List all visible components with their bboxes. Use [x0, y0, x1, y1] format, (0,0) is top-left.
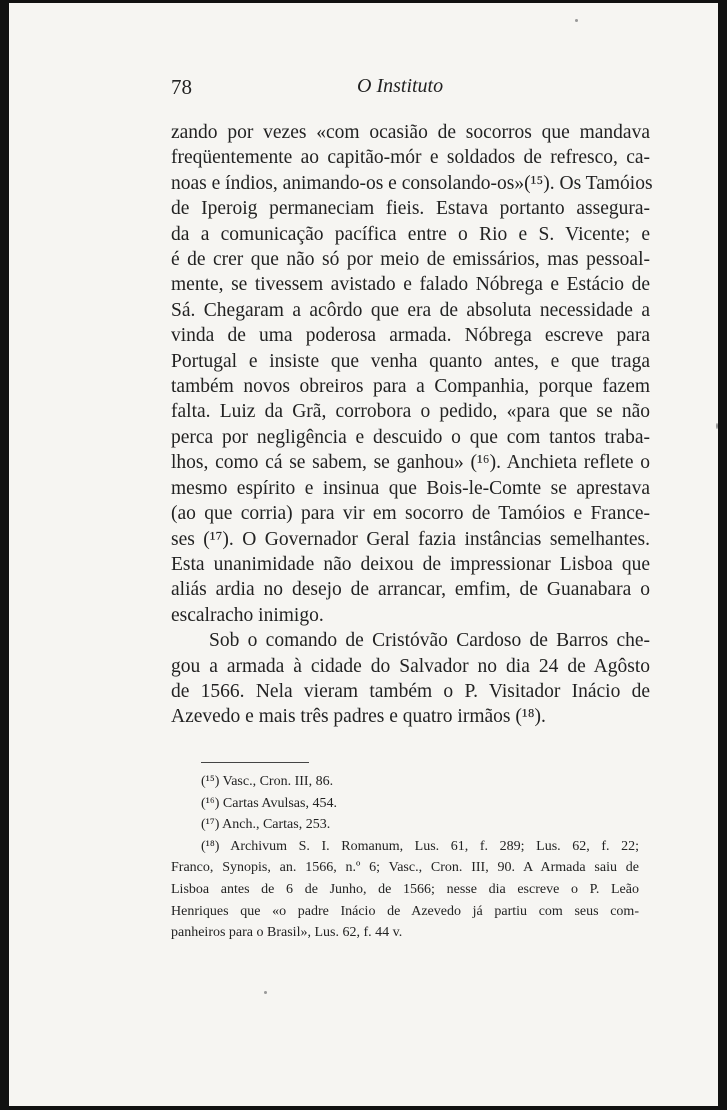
body-line: também novos obreiros para a Companhia, porque fazem — [171, 376, 650, 398]
body-line: perca por negligência e descuido o que com tantos traba- — [171, 426, 650, 448]
body-line: mente, se tivessem avistado e falado Nóbrega e Estácio de — [171, 274, 650, 296]
page-header — [171, 75, 651, 105]
running-title: O Instituto — [357, 75, 444, 97]
page-number: 78 — [171, 75, 192, 99]
body-line: ses (¹⁷). O Governador Geral fazia instâncias semelhantes. — [171, 528, 650, 550]
body-text — [171, 120, 653, 730]
paper-speck — [264, 991, 267, 994]
body-line: zando por vezes «com ocasião de socorros que mandava — [171, 122, 650, 143]
body-line: gou a armada à cidade do Salvador no dia 24 de Agôsto — [171, 655, 650, 677]
body-line: (ao que corria) para vir em socorro de Tamóios e France- — [171, 503, 650, 525]
body-line: noas e índios, animando-os e consolando-os»(¹⁵). Os Tamóios — [171, 172, 653, 194]
footnotes — [171, 771, 639, 944]
footnote-15: (¹⁵) Vasc., Cron. III, 86. — [201, 774, 334, 789]
footnote-separator — [201, 762, 309, 763]
footnote-16: (¹⁶) Cartas Avulsas, 454. — [201, 795, 337, 811]
footnote-18: (¹⁸) Archivum S. I. Romanum, Lus. 61, f. 289; Lus. 62, f. 22; — [201, 838, 639, 854]
body-line: Sob o comando de Cristóvão Cardoso de Barros che- — [209, 630, 650, 652]
body-line: da a comunicação pacífica entre o Rio e S. Vicente; e — [171, 223, 650, 245]
body-line: lhos, como cá se sabem, se ganhou» (¹⁶). Anchieta reflete o — [171, 452, 650, 474]
body-line: é de crer que não só por meio de emissários, mas pessoal- — [171, 249, 650, 271]
footnote-17: (¹⁷) Anch., Cartas, 253. — [201, 817, 331, 833]
body-line: escalracho inimigo. — [171, 604, 324, 626]
footnote-18-line: panheiros para o Brasil», Lus. 62, f. 44 v. — [171, 925, 403, 941]
footnote-18-line: Franco, Synopis, an. 1566, n.º 6; Vasc., Cron. III, 90. A Armada saiu de — [171, 860, 639, 876]
body-line: Sá. Chegaram a acôrdo que era de absoluta necessidade a — [171, 299, 650, 321]
body-line: de 1566. Nela vieram também o P. Visitador Inácio de — [171, 680, 650, 702]
body-line: falta. Luiz da Grã, corrobora o pedido, «para que se não — [171, 401, 650, 423]
footnote-18-line: Lisboa antes de 6 de Junho, de 1566; nesse dia escreve o P. Leão — [171, 881, 639, 897]
footnote-18-line: Henriques que «o padre Inácio de Azevedo já partiu com seus com- — [171, 903, 639, 919]
body-line: vinda de uma poderosa armada. Nóbrega escreve para — [171, 325, 650, 347]
body-line: aliás ardia no desejo de arrancar, emfim, de Guanabara o — [171, 579, 650, 601]
body-line: freqüentemente ao capitão-mór e soldados de refresco, ca- — [171, 147, 650, 169]
body-line: Portugal e insiste que venha quanto antes, e que traga — [171, 350, 650, 372]
body-line: Esta unanimidade não deixou de impressionar Lisboa que — [171, 553, 650, 575]
body-line: de Iperoig permaneciam fieis. Estava portanto assegura- — [171, 198, 650, 220]
body-line: mesmo espírito e insinua que Bois-le-Comte se aprestava — [171, 477, 650, 499]
paper-speck — [716, 423, 718, 429]
body-line: Azevedo e mais três padres e quatro irmãos (¹⁸). — [171, 706, 546, 728]
paper-speck — [575, 19, 578, 22]
